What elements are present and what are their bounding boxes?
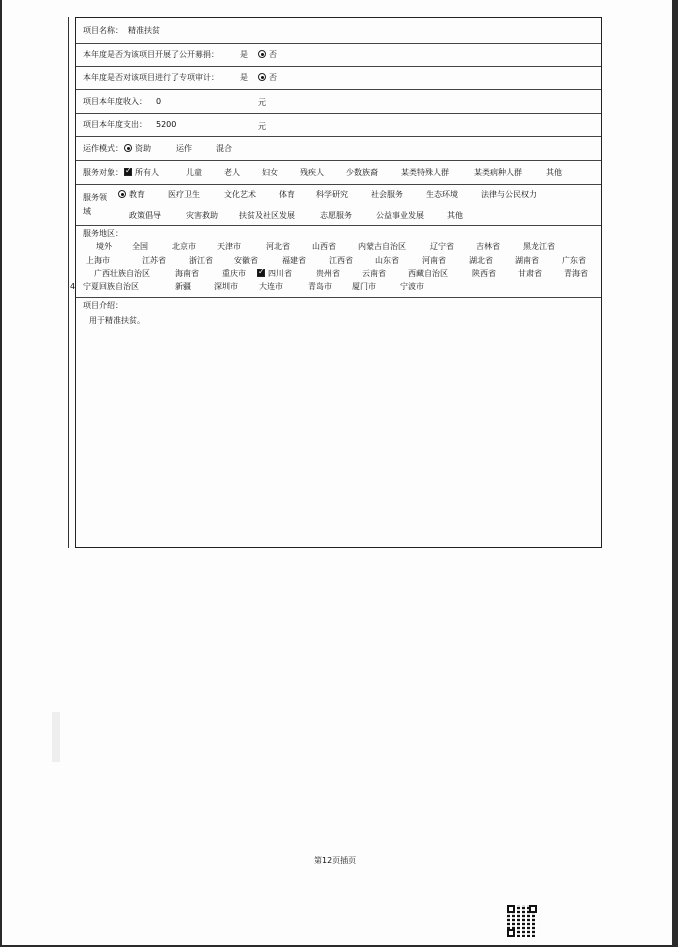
service-target-option[interactable]: 某类特殊人群 — [401, 168, 449, 177]
region-option[interactable]: 西藏自治区 — [408, 269, 448, 278]
qr-corner — [507, 929, 515, 937]
region-option[interactable]: 山东省 — [375, 256, 399, 265]
region-option[interactable]: 青海省 — [564, 269, 588, 278]
operation-mode-option[interactable]: 资助 — [124, 144, 151, 154]
service-target-option[interactable]: 少数族裔 — [346, 168, 378, 177]
region-option[interactable]: 江苏省 — [142, 256, 166, 265]
region-option[interactable]: 宁夏回族自治区 — [83, 282, 139, 291]
public-fundraising-question: 本年度是否为该项目开展了公开募捐： — [83, 50, 219, 59]
operation-mode-option[interactable]: 运作 — [176, 144, 192, 153]
service-field-option[interactable]: 教育 — [118, 190, 145, 200]
row-number-cell — [68, 17, 75, 548]
service-target-option[interactable]: 老人 — [224, 168, 240, 177]
service-regions-label: 服务地区： — [83, 229, 123, 238]
region-option[interactable]: 深圳市 — [214, 282, 238, 291]
row-number: 4 — [70, 282, 76, 291]
service-field-option[interactable]: 扶贫及社区发展 — [239, 211, 295, 220]
service-field-option[interactable]: 其他 — [447, 211, 463, 220]
income-label: 项目本年度收入： — [83, 97, 147, 106]
row-divider — [76, 66, 601, 67]
row-divider — [76, 297, 601, 298]
region-option[interactable]: 云南省 — [362, 269, 386, 278]
region-option[interactable]: 天津市 — [217, 242, 241, 251]
service-field-option[interactable]: 法律与公民权力 — [481, 190, 537, 199]
document-page — [2, 0, 672, 945]
region-option[interactable]: 山西省 — [312, 242, 336, 251]
region-option[interactable]: 江西省 — [329, 256, 353, 265]
special-audit-no[interactable]: 否 — [258, 73, 277, 83]
service-field-option[interactable]: 医疗卫生 — [168, 190, 200, 199]
checkbox-checked-icon — [257, 269, 265, 277]
qr-corner — [529, 905, 537, 913]
intro-label: 项目介绍： — [83, 301, 123, 310]
row-divider — [76, 160, 601, 161]
service-fields-label: 服务领 — [83, 193, 107, 202]
operation-mode-label: 运作模式： — [83, 144, 123, 153]
region-option[interactable]: 全国 — [132, 242, 148, 251]
radio-selected-icon — [258, 50, 266, 58]
region-option[interactable]: 大连市 — [259, 282, 283, 291]
intro-text: 用于精准扶贫。 — [89, 316, 145, 325]
public-fundraising-yes[interactable]: 是 — [240, 50, 248, 59]
income-value: 0 — [156, 97, 162, 106]
region-option[interactable]: 安徽省 — [234, 256, 258, 265]
project-table — [75, 17, 602, 548]
region-option[interactable]: 贵州省 — [316, 269, 340, 278]
public-fundraising-no[interactable]: 否 — [258, 50, 277, 60]
qr-corner — [507, 905, 515, 913]
region-option[interactable]: 厦门市 — [352, 282, 376, 291]
region-option[interactable]: 北京市 — [172, 242, 196, 251]
special-audit-yes[interactable]: 是 — [240, 73, 248, 82]
service-target-option[interactable]: 某类病种人群 — [474, 168, 522, 177]
service-target-option[interactable]: 妇女 — [262, 168, 278, 177]
page-footer: 第12页插页 — [314, 856, 357, 865]
region-option[interactable]: 陕西省 — [472, 269, 496, 278]
project-name-label: 项目名称： — [83, 26, 123, 35]
row-divider — [76, 43, 601, 44]
row-divider — [76, 136, 601, 137]
operation-mode-option[interactable]: 混合 — [216, 144, 232, 153]
region-option[interactable]: 浙江省 — [189, 256, 213, 265]
radio-selected-icon — [124, 144, 132, 152]
service-field-option[interactable]: 社会服务 — [371, 190, 403, 199]
checkbox-checked-icon — [124, 168, 132, 176]
row-divider — [76, 184, 601, 185]
region-option[interactable]: 宁波市 — [400, 282, 424, 291]
region-option[interactable]: 黑龙江省 — [523, 242, 555, 251]
region-option[interactable]: 内蒙古自治区 — [358, 242, 406, 251]
service-field-option[interactable]: 文化艺术 — [224, 190, 256, 199]
project-name-value: 精准扶贫 — [128, 26, 160, 35]
row-divider — [76, 113, 601, 114]
region-option[interactable]: 福建省 — [282, 256, 306, 265]
row-divider — [76, 89, 601, 90]
region-option[interactable]: 重庆市 — [222, 269, 246, 278]
service-field-option[interactable]: 公益事业发展 — [376, 211, 424, 220]
region-option[interactable]: 新疆 — [175, 282, 191, 291]
special-audit-question: 本年度是否对该项目进行了专项审计： — [83, 73, 219, 82]
radio-selected-icon — [118, 190, 126, 198]
expense-value: 5200 — [156, 120, 177, 129]
region-option[interactable]: 广西壮族自治区 — [94, 269, 150, 278]
service-field-option[interactable]: 生态环境 — [426, 190, 458, 199]
service-field-option[interactable]: 志愿服务 — [320, 211, 352, 220]
service-targets-label: 服务对象： — [83, 168, 123, 177]
service-target-option[interactable]: 其他 — [546, 168, 562, 177]
income-unit: 元 — [258, 98, 266, 107]
row-divider — [76, 225, 601, 226]
region-option[interactable]: 青岛市 — [308, 282, 332, 291]
expense-label: 项目本年度支出： — [83, 120, 147, 129]
radio-selected-icon — [258, 73, 266, 81]
region-option[interactable]: 辽宁省 — [430, 242, 454, 251]
region-option[interactable]: 上海市 — [86, 256, 110, 265]
region-option[interactable]: 湖北省 — [469, 256, 493, 265]
service-field-option[interactable]: 科学研究 — [316, 190, 348, 199]
service-field-option[interactable]: 体育 — [279, 190, 295, 199]
region-option[interactable]: 广东省 — [562, 256, 586, 265]
region-option[interactable]: 甘肃省 — [518, 269, 542, 278]
service-fields-label-2: 域 — [83, 207, 91, 216]
region-option[interactable]: ✓ 四川省 — [257, 269, 292, 279]
service-target-option[interactable]: ✓ 所有人 — [124, 168, 159, 178]
scan-smudge — [52, 712, 60, 762]
region-option[interactable]: 湖南省 — [515, 256, 539, 265]
service-target-option[interactable]: 儿童 — [186, 168, 202, 177]
region-option[interactable]: 河北省 — [266, 242, 290, 251]
service-target-option[interactable]: 残疾人 — [300, 168, 324, 177]
region-option[interactable]: 境外 — [96, 242, 112, 251]
service-field-option[interactable]: 政策倡导 — [129, 211, 161, 220]
region-option[interactable]: 海南省 — [175, 269, 199, 278]
region-option[interactable]: 吉林省 — [476, 242, 500, 251]
expense-unit: 元 — [258, 122, 266, 131]
region-option[interactable]: 河南省 — [422, 256, 446, 265]
service-field-option[interactable]: 灾害救助 — [186, 211, 218, 220]
qr-code-icon — [507, 905, 537, 937]
